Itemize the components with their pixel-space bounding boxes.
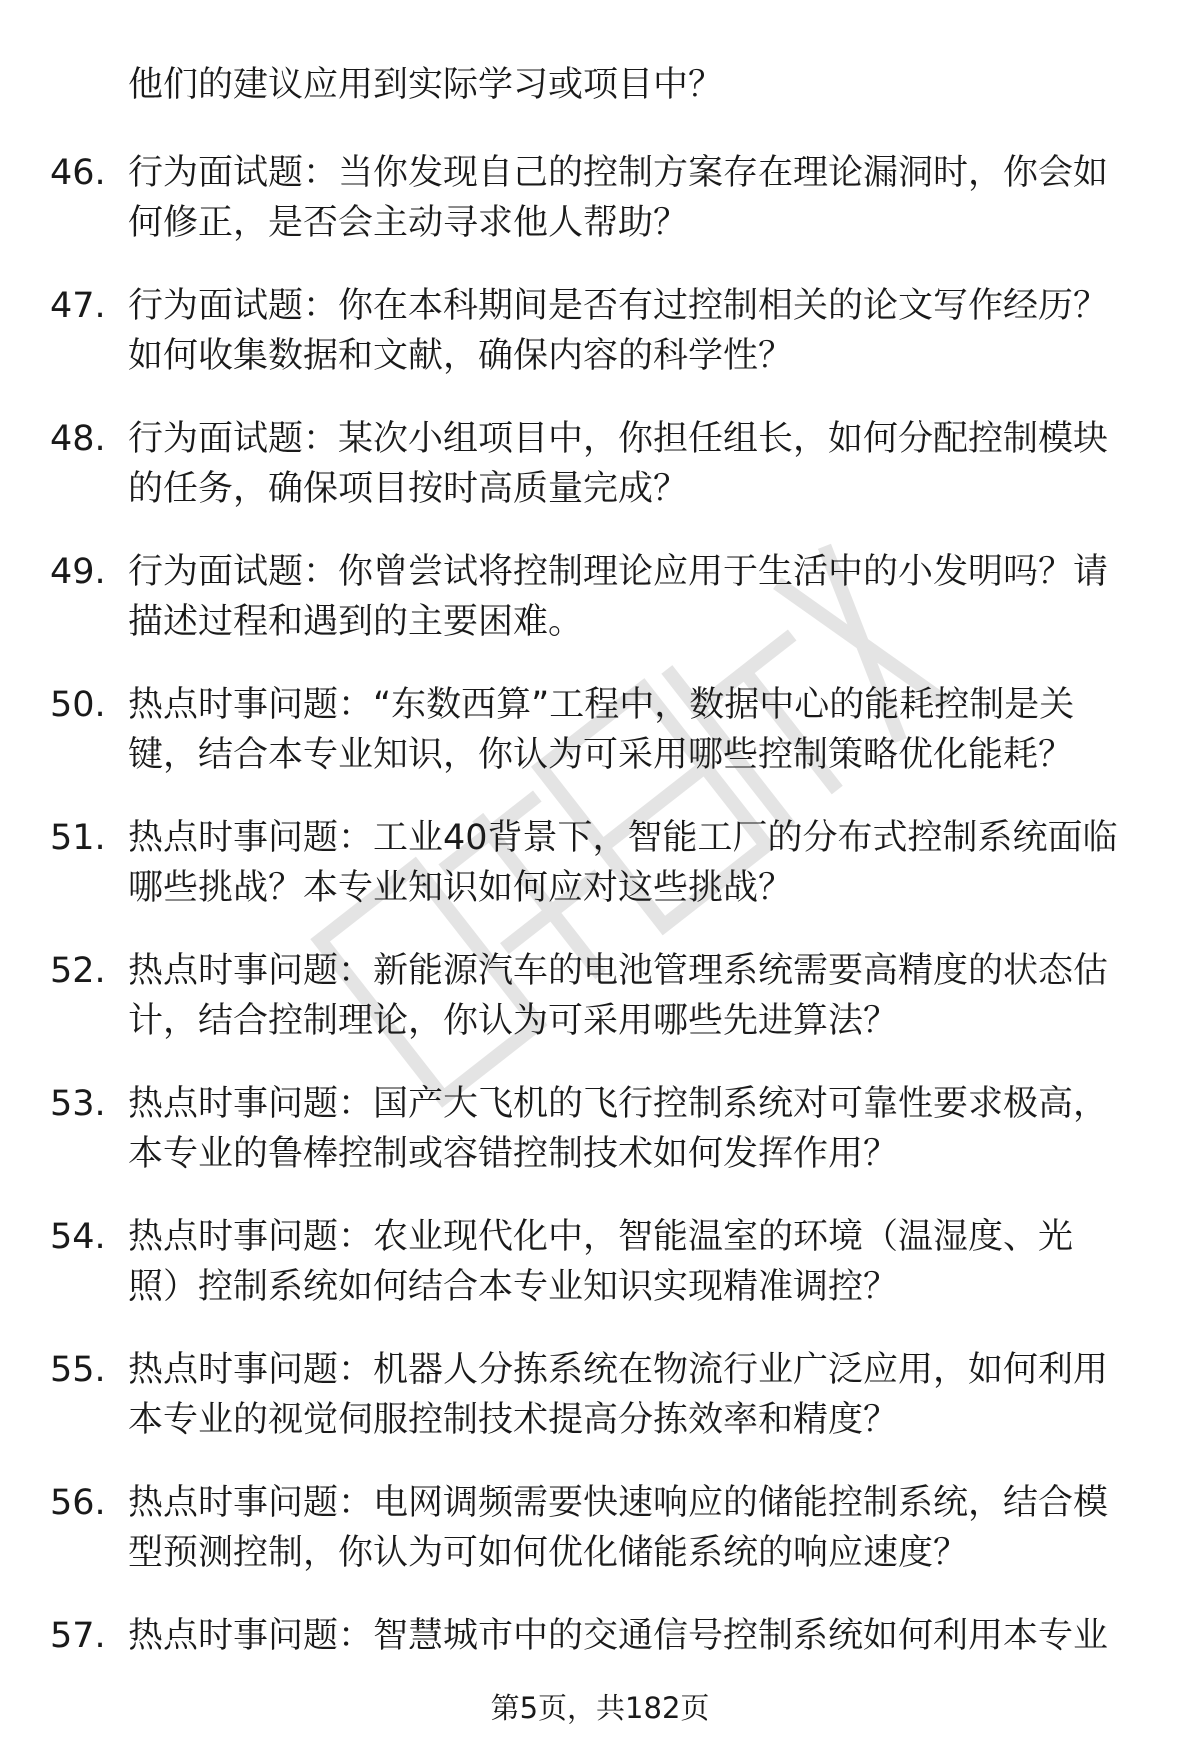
question-text-line: 行为面试题：你在本科期间是否有过控制相关的论文写作经历？ [128,286,1109,326]
question-text-line: 本专业的鲁棒控制或容错控制技术如何发挥作用？ [128,1134,899,1174]
question-text-line: 热点时事问题：工业40背景下，智能工厂的分布式控制系统面临 [128,818,1118,858]
question-item [0,1478,1200,1611]
question-text-line: 热点时事问题：智慧城市中的交通信号控制系统如何利用本专业 [128,1616,1109,1656]
question-item [0,1212,1200,1345]
question-text [128,1611,1138,1661]
question-text-line: 行为面试题：某次小组项目中，你担任组长，如何分配控制模块 [128,419,1109,459]
question-text-line: 照）控制系统如何结合本专业知识实现精准调控？ [128,1267,899,1307]
question-text-line: 描述过程和遇到的主要困难。 [128,602,584,642]
question-text-line: 的任务，确保项目按时高质量完成？ [128,469,689,509]
question-text-line: 热点时事问题：新能源汽车的电池管理系统需要高精度的状态估 [128,951,1109,991]
question-text-line: 行为面试题：你曾尝试将控制理论应用于生活中的小发明吗？请 [128,552,1109,592]
question-number: 56. [50,1483,106,1523]
question-number: 46. [50,153,106,193]
question-list [0,148,1200,1744]
question-number: 51. [50,818,106,858]
question-number: 57. [50,1616,106,1656]
question-item [0,148,1200,281]
question-number: 54. [50,1217,106,1257]
question-item [0,1345,1200,1478]
question-item [0,680,1200,813]
question-number: 53. [50,1084,106,1124]
question-text [128,1212,1138,1312]
question-item [0,813,1200,946]
question-text [128,414,1138,514]
question-text-line: 热点时事问题：电网调频需要快速响应的储能控制系统，结合模 [128,1483,1109,1523]
question-text [128,946,1138,1046]
question-text [128,1079,1138,1179]
question-text [128,547,1138,647]
question-text-line: 如何收集数据和文献，确保内容的科学性？ [128,336,794,376]
question-text-line: 热点时事问题：国产大飞机的飞行控制系统对可靠性要求极高， [128,1084,1109,1124]
continuation-text: 他们的建议应用到实际学习或项目中？ [128,65,724,105]
question-text-line: 型预测控制，你认为可如何优化储能系统的响应速度？ [128,1533,969,1573]
question-number: 50. [50,685,106,725]
question-text-line: 哪些挑战？本专业知识如何应对这些挑战？ [128,868,794,908]
question-item [0,281,1200,414]
question-text-line: 本专业的视觉伺服控制技术提高分拣效率和精度？ [128,1400,899,1440]
question-item [0,547,1200,680]
question-number: 48. [50,419,106,459]
question-number: 47. [50,286,106,326]
question-text-line: 热点时事问题：机器人分拣系统在物流行业广泛应用，如何利用 [128,1350,1109,1390]
question-item [0,946,1200,1079]
page-footer: 第5页，共182页 [490,1691,710,1725]
question-text [128,680,1138,780]
question-text [128,1478,1138,1578]
question-text [128,1345,1138,1445]
question-text [128,813,1138,913]
question-text-line: 键，结合本专业知识，你认为可采用哪些控制策略优化能耗？ [128,735,1074,775]
question-number: 52. [50,951,106,991]
question-text-line: 计，结合控制理论，你认为可采用哪些先进算法？ [128,1001,899,1041]
question-number: 55. [50,1350,106,1390]
question-item [0,1079,1200,1212]
question-text-line: 热点时事问题：“东数西算”工程中，数据中心的能耗控制是关 [128,685,1075,725]
question-text-line: 何修正，是否会主动寻求他人帮助？ [128,203,689,243]
question-text [128,148,1138,248]
question-text [128,281,1138,381]
question-item [0,414,1200,547]
question-number: 49. [50,552,106,592]
question-text-line: 行为面试题：当你发现自己的控制方案存在理论漏洞时，你会如 [128,153,1109,193]
question-text-line: 热点时事问题：农业现代化中，智能温室的环境（温湿度、光 [128,1217,1074,1257]
